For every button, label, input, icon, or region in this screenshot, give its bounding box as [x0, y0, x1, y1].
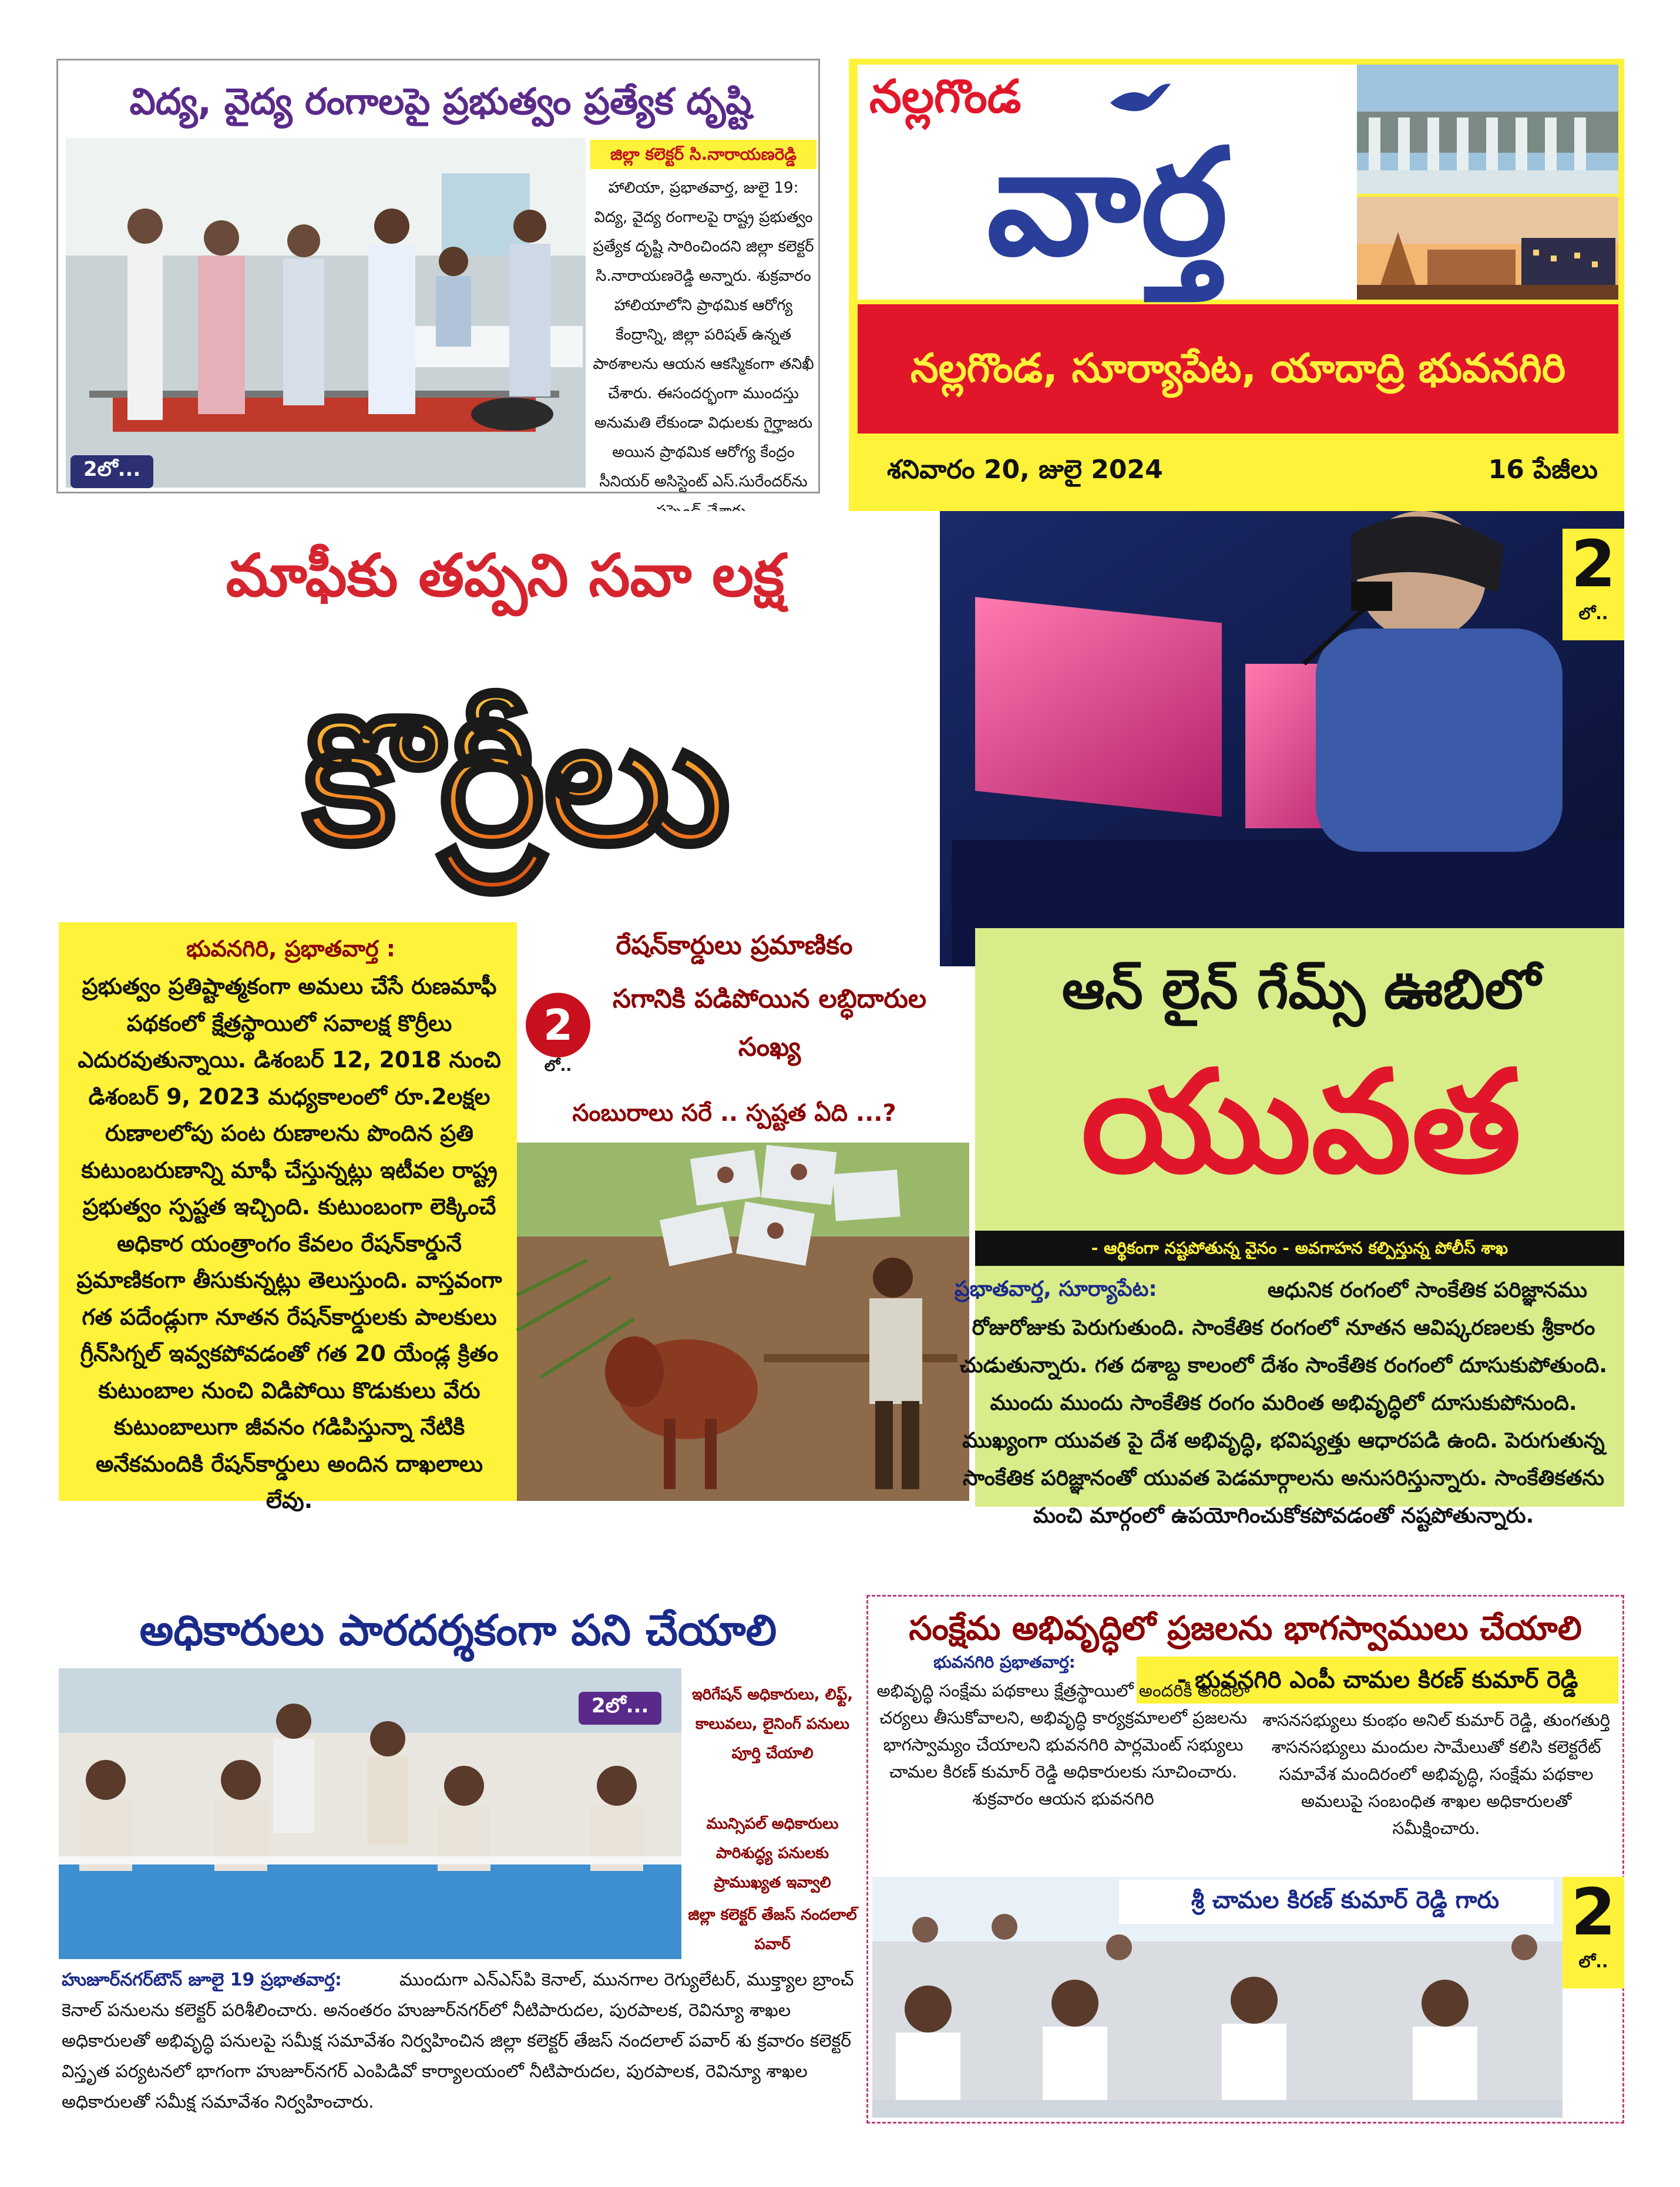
officials-point-1: ఇరిగేషన్ అధికారులు, లిఫ్ట్, కాలువలు, లైనింగ్ పనులు పూర్తి చేయాలి	[691, 1686, 854, 1762]
welfare-col-1: అభివృద్ధి సంక్షేమ పథకాలు క్షేత్రస్థాయిలో అందరికీ అందేలా చర్యలు తీసుకోవాలని, అభివృద్ధి కార్యక్రమాలలో ప్రజలను భాగస్వామ్యం చేయాలని భువనగిరి పార్లమెంట్ సభ్యులు చామల కిరణ్ కుమార్ రెడ్డి అధికారులకు సూచించారు. శుక్రవారం ఆయన భువనగిరి	[876, 1681, 1250, 1809]
masthead-brand-main: వార్త	[986, 117, 1228, 288]
welfare-jump-number: 2	[1571, 1874, 1616, 1950]
officials-body: ముందుగా ఎన్‌ఎస్‌పి కెనాల్, మునగాల రెగ్యులేటర్, ముక్త్యాల బ్రాంచ్ కెనాల్ పనులను కలెక్టర్ పరిశీలించారు. అనంతరం హుజూర్‌నగర్‌లో నీటిపారుదల, పురపాలక, రెవిన్యూ శాఖల అధికారులతో అభివృద్ధి పనులపై సమీక్ష సమావేశం నిర్వహించిన జిల్లా కలెక్టర్ తేజస్ నందలాల్ పవార్ శు క్రవారం కలెక్టర్ విస్తృత పర్యటనలో భాగంగా హుజూర్‌నగర్ ఎంపిడివో కార్యాలయంలో నీటిపారుదల, పురపాలక, రెవిన్యూ శాఖల అధికారులతో సమీక్ష సమావేశం నిర్వహించారు.	[62, 1970, 854, 2112]
masthead-pages: 16 పేజీలు	[1488, 455, 1598, 485]
officials-dateline: హుజూర్‌నగర్‌టౌన్ జూలై 19 ప్రభాతవార్త:	[62, 1970, 342, 1990]
loan-story-headline: కొర్రీలు	[65, 640, 969, 922]
welfare-jump-badge[interactable]	[1563, 1874, 1624, 1988]
officials-point-3: జిల్లా కలెక్టర్ తేజస్ నందలాల్ పవార్	[688, 1906, 857, 1953]
officials-point-2: మున్సిపల్ అధికారులు పారిశుద్ధ్య పనులకు ప్రాముఖ్యత ఇవ్వాలి	[706, 1815, 839, 1892]
welfare-jump-suffix: లో..	[1578, 1952, 1608, 1971]
top-story-body: హాలియా, ప్రభాతవార్త, జులై 19: విద్య, వైద్య రంగాలపై రాష్ట్ర ప్రభుత్వం ప్రత్యేక దృష్టి సారించిందని జిల్లా కలెక్టర్ సి.నారాయణరెడ్డి అన్నారు. శుక్రవారం హాలియాలోని ప్రాథమిక ఆరోగ్య కేంద్రాన్ని, జిల్లా పరిషత్ ఉన్నత పాఠశాలను ఆయన ఆకస్మికంగా తనిఖీ చేశారు. ఈసందర్భంగా ముందస్తు అనుమతి లేకుండా విధులకు గైర్హాజరు అయిన ప్రాథమిక ఆరోగ్య కేంద్రం సీనియర్ అసిస్టెంట్ ఎస్.సురేందర్‌ను	[593, 179, 814, 491]
temple-photo	[1357, 197, 1618, 300]
loan-story-point-2: సగానికి పడిపోయిన లబ్ధిదారుల సంఖ్య	[612, 984, 927, 1062]
gamer-photo	[940, 511, 1624, 966]
games-jump-number: 2	[1571, 526, 1616, 602]
welfare-dateline: భువనగిరి ప్రభాతవార్త:	[933, 1652, 1076, 1672]
dam-photo	[1357, 65, 1618, 194]
loan-jump-suffix: లో..	[544, 1057, 572, 1075]
welfare-photo-banner: శ్రీ చామల కిరణ్ కుమార్ రెడ్డి గారు	[1191, 1887, 1500, 1914]
officials-jump[interactable]: 2లో...	[579, 1692, 661, 1725]
welfare-headline: సంక్షేమ అభివృద్ధిలో ప్రజలను భాగస్వాములు చేయాలి	[909, 1610, 1582, 1648]
games-story-subhead: - ఆర్థికంగా నష్టపోతున్న వైనం - అవగాహన కల్పిస్తున్న పోలీస్ శాఖ	[975, 1231, 1624, 1266]
welfare-subhead: - భువనగిరి ఎంపీ చామల కిరణ్ కుమార్ రెడ్డి	[1137, 1657, 1618, 1704]
loan-jump-badge[interactable]	[526, 993, 590, 1057]
top-story-subhead: జిల్లా కలెక్టర్ సి.నారాయణరెడ్డి	[590, 140, 817, 169]
welfare-col-2: శాసనసభ్యులు కుంభం అనిల్ కుమార్ రెడ్డి, తుంగతుర్తి శాసనసభ్యులు మందుల సామేలుతో కలిసి కలెక్టరేట్ సమావేశ మందిరంలో అభివృద్ధి, సంక్షేమ పథకాల అమలుపై సంబంధిత శాఖల అధికారులతో సమీక్షించారు.	[1262, 1710, 1610, 1838]
games-story-kicker: ఆన్ లైన్ గేమ్స్ ఊబిలో	[1061, 958, 1541, 1021]
games-jump-suffix: లో..	[1578, 604, 1608, 623]
top-story-jump[interactable]: 2లో...	[70, 455, 153, 488]
loan-story-point-3: సంబురాలు సరే .. స్పష్టత ఏది ...?	[572, 1100, 896, 1127]
games-story-headline: యువత	[1081, 1040, 1521, 1204]
masthead-brand-top: నల్లగొండ	[869, 70, 1022, 123]
games-story-body: ఆధునిక రంగంలో సాంకేతిక పరిజ్ఞానము రోజురోజుకు పెరుగుతుంది. సాంకేతిక రంగంలో నూతన ఆవిష్కరణలకు శ్రీకారం చుడుతున్నారు. గత దశాబ్ద కాలంలో దేశం సాంకేతిక రంగంలో దూసుకుపోతుంది. ముందు ముందు సాంకేతిక రంగం మరింత అభివృద్ధిలో దూసుకుపోనుంది. ముఖ్యంగా యువత పై దేశ అభివృద్ధి, భవిష్యత్తు ఆధారపడి ఉంది. పెరుగుతున్న సాంకేతిక పరిజ్ఞానంతో యువత పెడమార్గాలను అనుసరిస్తున్నారు. సాంకేతికతను మంచి మార్గంలో ఉపయోగించుకోకపోవడంతో నష్టపోతున్నారు.	[959, 1278, 1608, 1528]
loan-story-kicker: మాఫీకు తప్పని సవా లక్ష	[226, 541, 785, 610]
masthead-date: శనివారం 20, జులై 2024	[887, 455, 1163, 485]
hospital-photo	[66, 138, 586, 488]
officials-headline: అధికారులు పారదర్శకంగా పని చేయాలి	[139, 1605, 777, 1655]
loan-story-point-1: రేషన్‌కార్డులు ప్రమాణికం	[616, 930, 853, 960]
masthead-districts: నల్లగొండ, సూర్యాపేట, యాదాద్రి భువనగిరి	[858, 304, 1618, 434]
games-story-dateline: ప్రభాతవార్త, సూర్యాపేట:	[955, 1277, 1157, 1301]
farmer-photo	[517, 1143, 969, 1501]
games-jump-badge[interactable]	[1563, 526, 1624, 640]
loan-story-dateline: భువనగిరి, ప్రభాతవార్త :	[186, 936, 395, 962]
top-story-headline: విద్య, వైద్య రంగాలపై ప్రభుత్వం ప్రత్యేక దృష్టి	[129, 80, 752, 123]
loan-story-body: ప్రభుత్వం ప్రతిష్టాత్మకంగా అమలు చేసే రుణమాఫీ పథకంలో క్షేత్రస్థాయిలో సవాలక్ష కొర్రీలు ఎదురవుతున్నాయి. డిశంబర్ 12, 2018 నుంచి డిశంబర్ 9, 2023 మధ్యకాలంలో రూ.2లక్షల రుణాలలోపు పంట రుణాలను పొందిన ప్రతి కుటుంబరుణాన్ని మాఫీ చేస్తున్నట్లు ఇటీవల రాష్ట్ర ప్రభుత్వం స్పష్టత ఇచ్చింది. కుటుంబంగా లెక్కించే అధికార యంత్రాంగం కేవలం రేషన్‌కార్డునే ప్రమాణికంగా తీసుకున్నట్లు తెలుస్తుంది. వాస్తవంగా గత పదేండ్లుగా నూతన రేషన్‌కార్డులకు పాలకులు గ్రీన్‌సిగ్నల్ ఇవ్వకపోవడంతో గత 20 యేండ్ల క్రితం కుటుంబాల నుంచి విడిపోయి కొడుకులు వేరు కుటుంబాలుగా జీవనం గడిపిస్తున్నా నేటికి అనేకమందికి రేషన్‌కార్డులు అందిన దాఖలాలు లేవు.	[76, 973, 502, 1513]
loan-jump-number: 2	[543, 1000, 573, 1050]
